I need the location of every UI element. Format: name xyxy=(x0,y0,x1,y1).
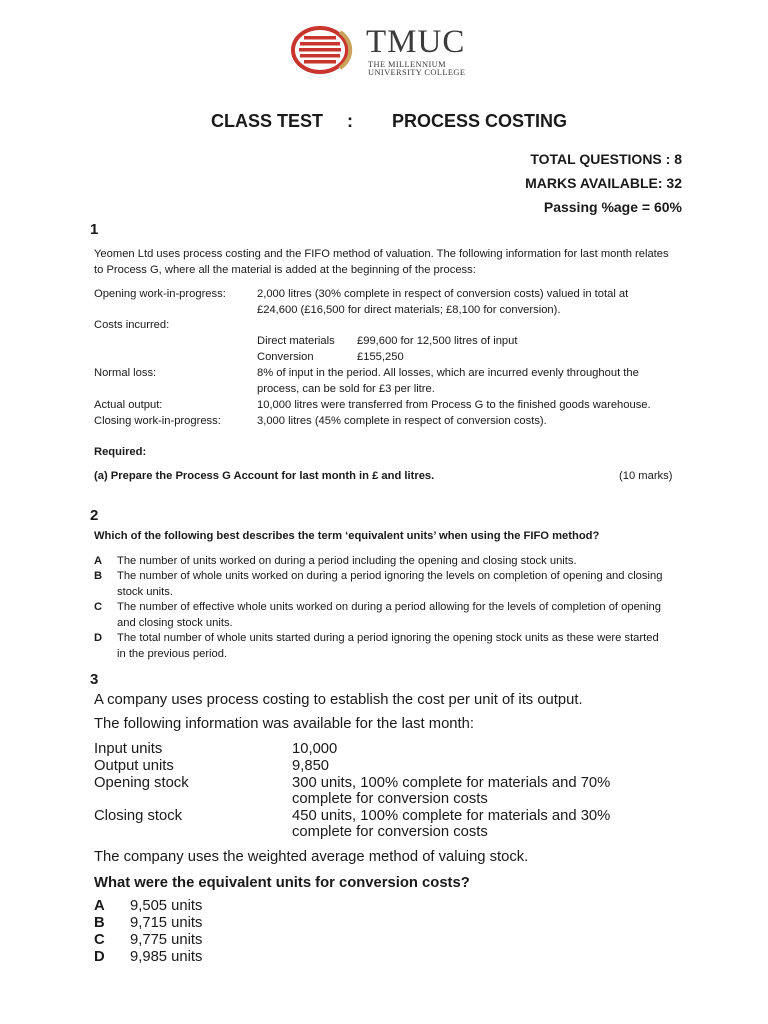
q3-input-label: Input units xyxy=(94,741,163,757)
title-left: CLASS TEST xyxy=(211,111,324,131)
q2-option-d-line-1: The total number of whole units started during a period ignoring the opening stock units as these were started xyxy=(117,632,659,644)
logo-line-2: UNIVERSITY COLLEGE xyxy=(368,68,466,77)
q3-intro-line-2: The following information was available for the last month: xyxy=(94,716,474,732)
q3-option-b-letter: B xyxy=(94,915,105,931)
q2-option-b-line-1: The number of whole units worked on during a period ignoring the levels on completion of opening and closing xyxy=(117,570,663,582)
q3-opening-line-1: 300 units, 100% complete for materials and 70% xyxy=(292,775,611,791)
q1-dm-value: £99,600 for 12,500 litres of input xyxy=(357,335,518,347)
q1-owip-label: Opening work-in-progress: xyxy=(94,288,226,300)
q2-option-a-letter: A xyxy=(94,555,103,567)
q1-cwip: 3,000 litres (45% complete in respect of conversion costs). xyxy=(257,415,547,427)
q1-normal-loss-label: Normal loss: xyxy=(94,367,157,379)
logo-line-1: THE MILLENNIUM xyxy=(368,60,446,69)
q1-actual-output-label: Actual output: xyxy=(94,399,163,411)
q2-option-a-text: The number of units worked on during a period including the opening and closing stock units. xyxy=(117,555,577,567)
q3-option-c-letter: C xyxy=(94,932,105,948)
marks-available: MARKS AVAILABLE: 32 xyxy=(525,175,682,191)
q3-option-c-text: 9,775 units xyxy=(130,932,203,948)
q1-actual-output: 10,000 litres were transferred from Process G to the finished goods warehouse. xyxy=(257,399,651,411)
q2-option-c-line-1: The number of effective whole units worked on during a period allowing for the levels of completion of opening xyxy=(117,601,661,613)
q3-method: The company uses the weighted average method of valuing stock. xyxy=(94,849,529,865)
question-2-number: 2 xyxy=(90,507,99,524)
title-right: PROCESS COSTING xyxy=(392,111,568,131)
q2-option-c-letter: C xyxy=(94,601,103,613)
total-questions: TOTAL QUESTIONS : 8 xyxy=(530,151,682,167)
q2-option-b-letter: B xyxy=(94,570,103,582)
q2-question: Which of the following best describes the term ‘equivalent units’ when using the FIFO method? xyxy=(94,530,600,542)
q3-option-b-text: 9,715 units xyxy=(130,915,203,931)
q2-option-d-line-2: in the previous period. xyxy=(117,648,228,660)
question-1-number: 1 xyxy=(90,221,99,238)
q3-question: What were the equivalent units for conversion costs? xyxy=(94,875,470,891)
q1-owip-line-2: £24,600 (£16,500 for direct materials; £8,100 for conversion). xyxy=(257,304,561,316)
q1-conv-label: Conversion xyxy=(257,351,314,363)
q1-conv-value: £155,250 xyxy=(357,351,404,363)
q3-closing-line-1: 450 units, 100% complete for materials and 30% xyxy=(292,808,611,824)
q3-intro-line-1: A company uses process costing to establish the cost per unit of its output. xyxy=(94,692,583,708)
q3-input-value: 10,000 xyxy=(292,741,338,757)
q1-intro-line-1: Yeomen Ltd uses process costing and the FIFO method of valuation. The following information for last month relates xyxy=(94,248,669,260)
q3-opening-line-2: complete for conversion costs xyxy=(292,791,488,807)
q3-closing-label: Closing stock xyxy=(94,808,182,824)
q3-option-a-letter: A xyxy=(94,898,105,914)
q3-option-d-text: 9,985 units xyxy=(130,949,203,965)
q2-option-c-line-2: and closing stock units. xyxy=(117,617,233,629)
q3-output-value: 9,850 xyxy=(292,758,330,774)
q2-option-d-letter: D xyxy=(94,632,103,644)
tmuc-logo xyxy=(290,26,480,76)
passing-percentage: Passing %age = 60% xyxy=(543,199,682,215)
q3-opening-label: Opening stock xyxy=(94,775,189,791)
q3-option-d-letter: D xyxy=(94,949,105,965)
q1-costs-label: Costs incurred: xyxy=(94,319,170,331)
q1-marks: (10 marks) xyxy=(619,470,673,482)
tmuc-emblem-icon xyxy=(290,26,358,74)
q1-normal-loss-line-2: process, can be sold for £3 per litre. xyxy=(257,383,435,395)
q1-part-a: (a) Prepare the Process G Account for last month in £ and litres. xyxy=(94,470,435,482)
q1-intro-line-2: to Process G, where all the material is added at the beginning of the process: xyxy=(94,264,476,276)
logo-name: TMUC xyxy=(366,24,466,60)
q1-normal-loss-line-1: 8% of input in the period. All losses, which are incurred evenly throughout the xyxy=(257,367,639,379)
q3-closing-line-2: complete for conversion costs xyxy=(292,824,488,840)
title-separator: : xyxy=(347,111,353,131)
q3-output-label: Output units xyxy=(94,758,174,774)
question-3-number: 3 xyxy=(90,671,99,688)
q3-option-a-text: 9,505 units xyxy=(130,898,203,914)
q1-dm-label: Direct materials xyxy=(257,335,335,347)
q2-option-b-line-2: stock units. xyxy=(117,586,173,598)
q1-cwip-label: Closing work-in-progress: xyxy=(94,415,221,427)
q1-required: Required: xyxy=(94,446,147,458)
q1-owip-line-1: 2,000 litres (30% complete in respect of conversion costs) valued in total at xyxy=(257,288,629,300)
